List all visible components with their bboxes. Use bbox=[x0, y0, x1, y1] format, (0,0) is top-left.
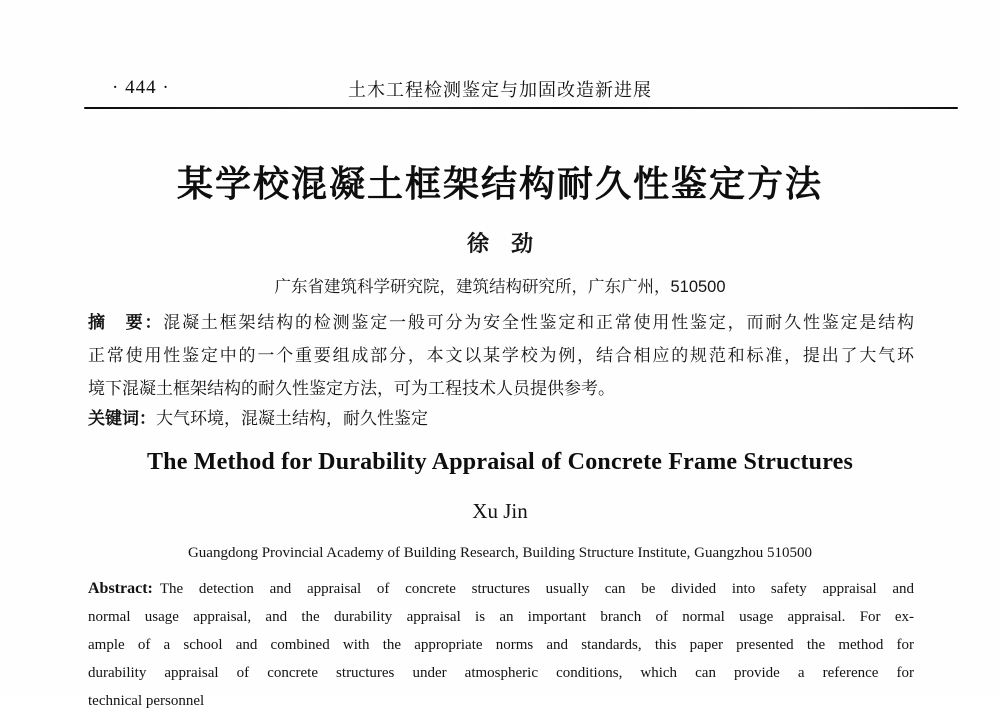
keywords-text-zh: 大气环境，混凝土结构，耐久性鉴定 bbox=[156, 409, 428, 428]
abstract-en bbox=[88, 575, 914, 715]
keywords-zh bbox=[88, 404, 914, 434]
page-number: · 444 · bbox=[112, 77, 170, 98]
abstract-zh bbox=[88, 306, 914, 405]
abstract-en-line-clipped: technical personnel bbox=[88, 693, 205, 709]
affiliation-zh: 广东省建筑科学研究院，建筑结构研究所，广东广州，510500 bbox=[274, 278, 726, 296]
abstract-label-en: Abstract: bbox=[88, 580, 153, 597]
abstract-zh-line: 正常使用性鉴定中的一个重要组成部分，本文以某学校为例，结合相应的规范和标准，提出了大气环 bbox=[88, 346, 914, 365]
author-zh: 徐 劲 bbox=[466, 231, 533, 256]
abstract-en-line bbox=[88, 575, 914, 603]
abstract-text-en: The detection and appraisal of concrete structures usually can be divided into safety appraisal and bbox=[159, 581, 914, 597]
abstract-zh-line: 境下混凝土框架结构的耐久性鉴定方法，可为工程技术人员提供参考。 bbox=[88, 379, 615, 398]
paper-title-en: The Method for Durability Appraisal of Concrete Frame Structures bbox=[146, 449, 854, 475]
keywords-label-zh: 关键词： bbox=[88, 409, 156, 428]
abstract-label-zh: 摘 要： bbox=[88, 313, 164, 332]
header-rule bbox=[84, 107, 958, 109]
running-header bbox=[0, 76, 1000, 102]
abstract-zh-line bbox=[88, 306, 914, 339]
abstract-en-line: normal usage appraisal, and the durability appraisal is an important branch of normal usage appraisal. For ex- bbox=[88, 609, 914, 625]
affiliation-en: Guangdong Provincial Academy of Building Research, Building Structure Institute, Guangzhou 510500 bbox=[187, 545, 813, 561]
paper-title-zh: 某学校混凝土框架结构耐久性鉴定方法 bbox=[176, 163, 823, 204]
abstract-en-line: ample of a school and combined with the appropriate norms and standards, this paper presented the method for bbox=[88, 637, 914, 653]
abstract-text-zh: 混凝土框架结构的检测鉴定一般可分为安全性鉴定和正常使用性鉴定，而耐久性鉴定是结构 bbox=[163, 313, 915, 332]
proceedings-title: 土木工程检测鉴定与加固改造新进展 bbox=[348, 80, 652, 100]
abstract-en-line: durability appraisal of concrete structures under atmospheric conditions, which can provide a reference for bbox=[88, 665, 914, 681]
author-en: Xu Jin bbox=[472, 499, 528, 523]
